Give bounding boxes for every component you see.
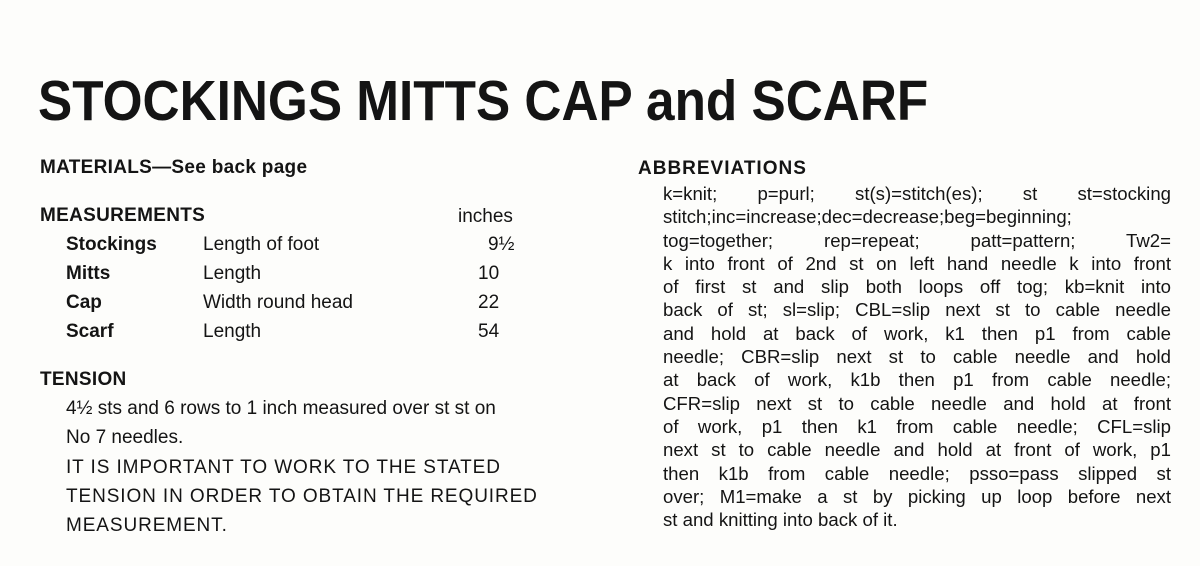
measurement-desc-scarf: Length xyxy=(203,321,262,342)
abbreviation-line: and hold at back of work, k1 then p1 from cable xyxy=(663,322,1171,344)
tension-line-3: IT IS IMPORTANT TO WORK TO THE STATED xyxy=(66,457,501,478)
tension-line-4: TENSION IN ORDER TO OBTAIN THE REQUIRED xyxy=(66,486,538,507)
abbreviation-line: k=knit; p=purl; st(s)=stitch(es); st st=stocking xyxy=(663,183,1171,204)
unit-header: inches xyxy=(458,206,513,227)
tension-line-2: No 7 needles. xyxy=(66,427,184,448)
abbreviations-heading: ABBREVIATIONS xyxy=(638,158,807,179)
measurement-item-mitts: Mitts xyxy=(66,263,111,284)
abbreviation-line: tog=together; rep=repeat; patt=pattern; Tw2= xyxy=(663,229,1171,251)
measurement-item-cap: Cap xyxy=(66,292,102,313)
tension-line-1: 4½ sts and 6 rows to 1 inch measured over st st on xyxy=(66,398,496,419)
abbreviation-line: at back of work, k1b then p1 from cable needle; xyxy=(663,369,1171,391)
abbreviation-line: CFR=slip next st to cable needle and hold at front xyxy=(663,392,1171,414)
measurements-heading: MEASUREMENTS xyxy=(40,205,206,226)
abbreviation-line: next st to cable needle and hold at front of work, p1 xyxy=(663,439,1171,461)
tension-heading: TENSION xyxy=(40,369,127,390)
measurement-desc-cap: Width round head xyxy=(203,292,353,313)
abbreviation-line: st and knitting into back of it. xyxy=(663,509,898,531)
page-title: STOCKINGS MITTS CAP and SCARF xyxy=(38,69,929,133)
tension-line-5: MEASUREMENT. xyxy=(66,515,228,536)
abbreviation-line: stitch;inc=increase;dec=decrease;beg=beginning; xyxy=(663,206,1072,228)
measurement-desc-stockings: Length of foot xyxy=(203,234,320,255)
measurement-value-scarf: 54 xyxy=(478,321,500,342)
measurement-value-mitts: 10 xyxy=(478,263,500,284)
abbreviation-line: of first st and slip both loops off tog; kb=knit into xyxy=(663,276,1171,298)
abbreviation-line: needle; CBR=slip next st to cable needle and hold xyxy=(663,346,1171,368)
measurement-item-stockings: Stockings xyxy=(66,234,157,255)
measurement-item-scarf: Scarf xyxy=(66,321,114,342)
measurement-value-cap: 22 xyxy=(478,292,500,313)
measurement-value-stockings xyxy=(488,234,514,256)
materials-heading: MATERIALS—See back page xyxy=(40,157,308,178)
abbreviation-line: k into front of 2nd st on left hand needle k into front xyxy=(663,252,1171,274)
abbreviations-body xyxy=(663,182,1171,531)
measurement-desc-mitts: Length xyxy=(203,263,262,284)
abbreviation-line: over; M1=make a st by picking up loop before next xyxy=(663,485,1171,507)
abbreviation-line: back of st; sl=slip; CBL=slip next st to cable needle xyxy=(663,299,1171,321)
abbreviation-line: of work, p1 then k1 from cable needle; CFL=slip xyxy=(663,415,1171,437)
abbreviation-line: then k1b from cable needle; psso=pass slipped st xyxy=(663,462,1171,484)
value-stockings: 9½ xyxy=(488,234,515,255)
